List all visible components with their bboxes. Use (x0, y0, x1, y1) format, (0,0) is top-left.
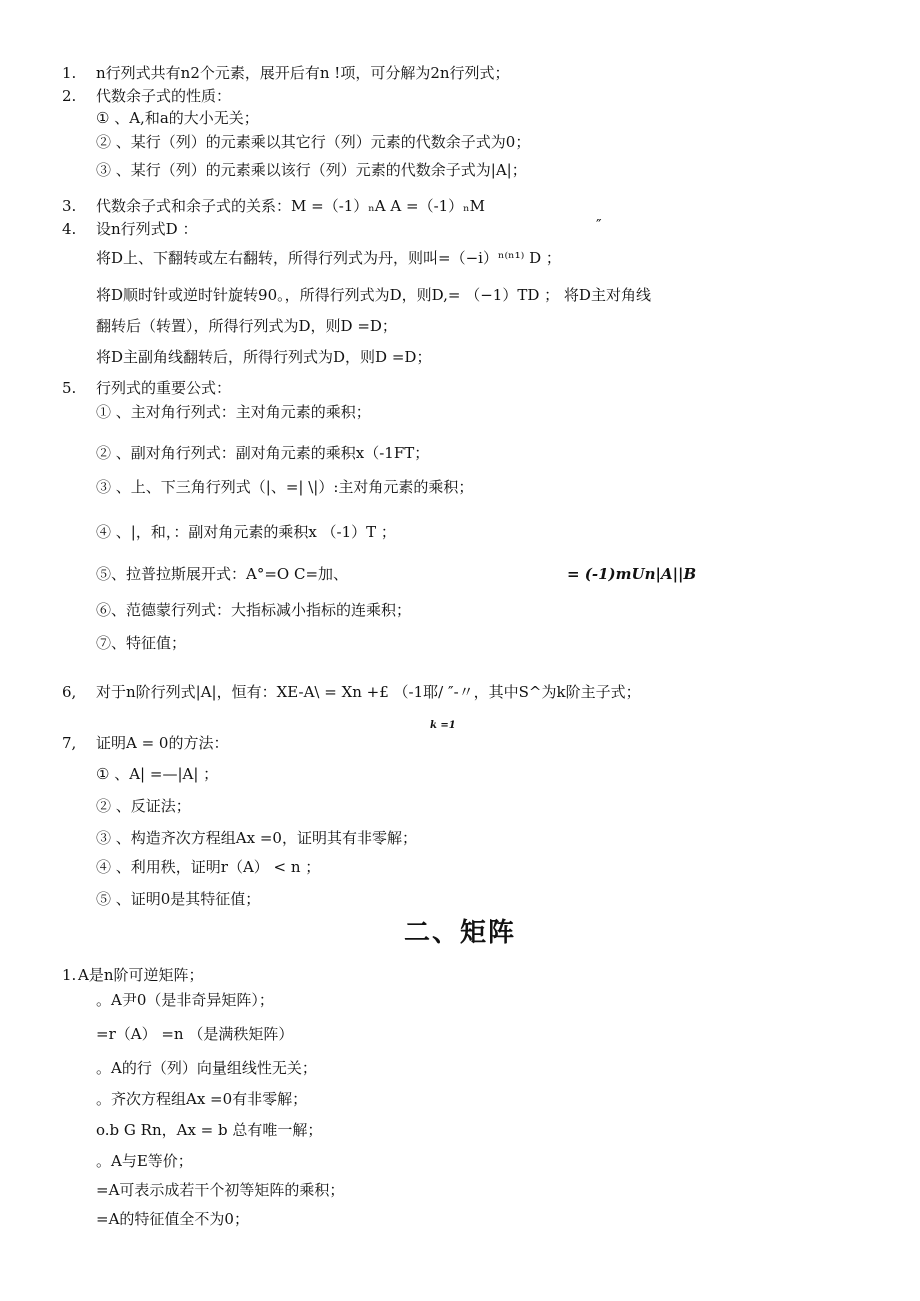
item-number: 7, (62, 734, 77, 752)
item-text: ④ 、利用秩，证明r（A） < n ； (96, 858, 321, 876)
item-text: ① 、A,和a的大小无关； (96, 109, 259, 127)
item-text: 。A与E等价； (96, 1152, 193, 1170)
item-number: 1. (62, 966, 77, 984)
item-text: ⑤ 、证明0是其特征值； (96, 890, 261, 908)
item-text: 将D顺时针或逆时针旋转90。，所得行列式为D，则D,= （−1）TD ； 将D主对角线 (96, 286, 651, 304)
item-text: 代数余子式和余子式的关系：M =（-1）ₙA A =（-1）ₙM (96, 197, 486, 215)
item-text: ① 、主对角行列式：主对角元素的乘积； (96, 403, 371, 421)
item-text: =r（A） =n （是满秩矩阵） (96, 1025, 294, 1043)
item-text: ③ 、上、下三角行列式（|、=| \|）:主对角元素的乘积； (96, 478, 474, 496)
item-text: ③ 、某行（列）的元素乘以该行（列）元素的代数余子式为|A|； (96, 161, 527, 179)
item-text: 证明A = 0的方法： (96, 734, 229, 752)
item-text: 对于n阶行列式|A|，恒有：XE-A\ = Xn +£ （-1耶/ ″-〃，其中S^为k阶主子式； (96, 683, 641, 701)
item-text: ② 、副对角行列式：副对角元素的乘积x（-1FT； (96, 444, 430, 462)
item-text: ① 、A| =—|A| ； (96, 765, 219, 783)
item-number: 1. (62, 64, 77, 82)
item-number: 4. (62, 220, 77, 238)
item-text: ② 、反证法； (96, 797, 191, 815)
item-text: A是n阶可逆矩阵； (78, 966, 204, 984)
item-text: 将D上、下翻转或左右翻转，所得行列式为丹，则叫=（−i）ⁿ⁽ⁿ¹⁾ D ； (96, 249, 561, 267)
item-text: ② 、某行（列）的元素乘以其它行（列）元素的代数余子式为0； (96, 133, 531, 151)
item-text: =A可表示成若干个初等矩阵的乘积； (96, 1181, 345, 1199)
item-text: 翻转后（转置），所得行列式为D，则D =D； (96, 317, 397, 335)
item-number: 3. (62, 197, 77, 215)
item-text: ⑥、范德蒙行列式：大指标减小指标的连乘积； (96, 601, 412, 619)
item-text: 。齐次方程组Ax =0有非零解； (96, 1090, 308, 1108)
item-text: 。A的行（列）向量组线性无关； (96, 1059, 317, 1077)
item-text: o.b G Rn，Ax = b 总有唯一解； (96, 1121, 323, 1139)
item-text: ⑤、拉普拉斯展开式：A°=O C=加、 (96, 565, 349, 583)
item-text: 将D主副角线翻转后，所得行列式为D，则D =D； (96, 348, 432, 366)
item-number: 5. (62, 379, 77, 397)
item-text: 代数余子式的性质： (96, 87, 232, 105)
item-text: ③ 、构造齐次方程组Ax =0，证明其有非零解； (96, 829, 417, 847)
item-text: 设n行列式D ： (96, 220, 198, 238)
item-text: =A的特征值全不为0； (96, 1210, 249, 1228)
laplace-result: = (-1)mUn|A||B (567, 565, 697, 583)
item-text: 行列式的重要公式： (96, 379, 232, 397)
section-title: 二、矩阵 (403, 918, 516, 948)
mark: ″ (596, 216, 602, 234)
item-text: ⑦、特征值； (96, 634, 187, 652)
item-text: n行列式共有n2个元素，展开后有n !项，可分解为2n行列式； (96, 64, 510, 82)
item-text: 。A尹0（是非奇异矩阵）； (96, 991, 274, 1009)
item-number: 6, (62, 683, 77, 701)
item-number: 2. (62, 87, 77, 105)
item-text: ④ 、|，和，：副对角元素的乘积x （-1）T ； (96, 523, 396, 541)
sum-index-text: k =1 (430, 720, 456, 731)
